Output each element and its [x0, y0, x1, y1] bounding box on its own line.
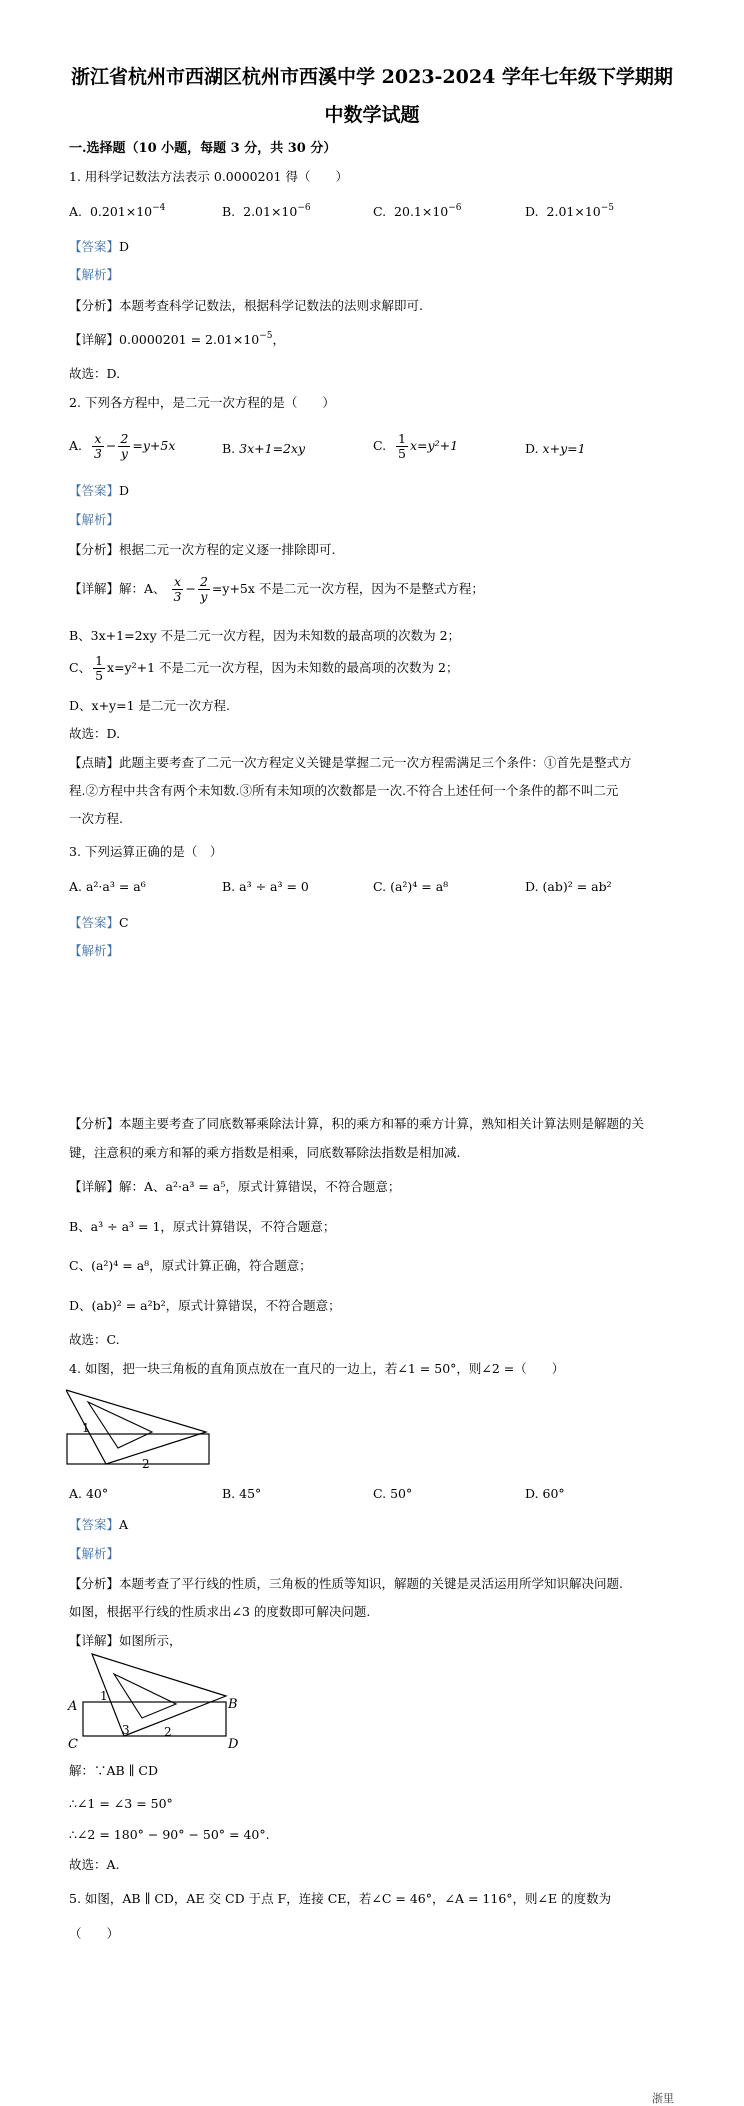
q3-stem: 3. 下列运算正确的是（ ）: [69, 844, 223, 859]
q2-detail-a: 【详解】解：A、 $\frac{x}{3}$ − $\frac{2}{y}$ =y+5x 不是二元一次方程，因为不是整式方程；: [69, 574, 484, 604]
q1-option-c: C. $20.1\times 10^{-6}$: [373, 203, 462, 219]
q4-solution-line2: ∴∠1 = ∠3 = 50°: [69, 1796, 173, 1811]
q5-stem: 5. 如图，AB ∥ CD，AE 交 CD 于点 F，连接 CE，若∠C = 46°，∠A = 116°，则∠E 的度数为: [69, 1891, 612, 1906]
q1-option-b: B. $2.01\times 10^{-6}$: [222, 203, 311, 219]
q4-fig2-label-1: 1: [100, 1689, 108, 1703]
q4-fenxi-line1: 【分析】本题考查了平行线的性质，三角板的性质等知识，解题的关键是灵活运用所学知识解决问题.: [69, 1576, 623, 1591]
q3-analysis-label: 【解析】: [69, 943, 120, 958]
q2-detail-c: C、 $\frac{1}{5}$ x=y²+1 不是二元一次方程，因为未知数的最高项的次数为 2；: [69, 653, 459, 683]
q3-detail-d: D、(ab)² = a²b²，原式计算错误，不符合题意；: [69, 1298, 341, 1313]
q3-answer: 【答案】C: [69, 915, 129, 930]
q4-option-c: C. 50°: [373, 1486, 413, 1501]
q3-conclusion: 故选：C.: [69, 1332, 120, 1347]
q3-option-a: A. a²·a³ = a⁶: [69, 879, 146, 894]
q3-option-c: C. (a²)⁴ = a⁸: [373, 879, 449, 894]
q2-dianjing-line1: 【点睛】此题主要考查了二元一次方程定义关键是掌握二元一次方程需满足三个条件：①首先是整式方: [69, 755, 632, 770]
q4-fenxi-line2: 如图，根据平行线的性质求出∠3 的度数即可解决问题.: [69, 1604, 371, 1619]
q3-detail-b: B、a³ ÷ a³ = 1，原式计算错误，不符合题意；: [69, 1219, 336, 1234]
q4-solution-line1: 解：∵AB ∥ CD: [69, 1763, 159, 1778]
q5-paren: （ ）: [69, 1926, 120, 1941]
q2-analysis-label: 【解析】: [69, 512, 120, 527]
q1-answer: 【答案】D: [69, 239, 130, 254]
q3-fenxi-line1: 【分析】本题主要考查了同底数幂乘除法计算，积的乘方和幂的乘方计算，熟知相关计算法则是解题的关: [69, 1116, 645, 1131]
q4-solution-line3: ∴∠2 = 180° − 90° − 50° = 40°.: [69, 1827, 270, 1842]
q1-conclusion: 故选：D.: [69, 366, 121, 381]
q2-fenxi: 【分析】根据二元一次方程的定义逐一排除即可.: [69, 542, 336, 557]
footer-watermark: 浙里: [652, 2092, 674, 2105]
q4-fig2-label-2: 2: [164, 1725, 172, 1739]
q2-dianjing-line2: 程.②方程中共含有两个未知数.③所有未知项的次数都是一次.不符合上述任何一个条件的都不叫二元: [69, 783, 619, 798]
q4-option-d: D. 60°: [525, 1486, 565, 1501]
q1-option-d: D. $2.01\times 10^{-5}$: [525, 203, 615, 219]
q1-stem: 1. 用科学记数法方法表示 0.0000201 得（ ）: [69, 169, 348, 184]
q2-detail-b: B、3x+1=2xy 不是二元一次方程，因为未知数的最高项的次数为 2；: [69, 628, 461, 643]
q1-option-a: A. $0.201\times 10^{-4}$: [69, 203, 166, 219]
q4-conclusion: 故选：A.: [69, 1857, 120, 1872]
q4-analysis-label: 【解析】: [69, 1546, 120, 1561]
q3-option-d: D. (ab)² = ab²: [525, 879, 612, 894]
q2-answer: 【答案】D: [69, 483, 130, 498]
doc-title-line1: 浙江省杭州市西湖区杭州市西溪中学 2023-2024 学年七年级下学期期: [71, 66, 673, 88]
q2-detail-d: D、x+y=1 是二元一次方程.: [69, 698, 230, 713]
q2-option-b: B. 3x+1=2xy: [222, 441, 306, 456]
q2-option-d: D. x+y=1: [525, 441, 586, 456]
q4-fig2-label-b: B: [228, 1697, 238, 1712]
doc-title-line2: 中数学试题: [324, 104, 420, 126]
q3-fenxi-line2: 键，注意积的乘方和幂的乘方指数是相乘，同底数幂除法指数是相加减.: [69, 1145, 461, 1160]
q4-fig2-label-3: 3: [122, 1723, 130, 1737]
q3-detail-c: C、(a²)⁴ = a⁸，原式计算正确，符合题意；: [69, 1258, 312, 1273]
q3-detail-a: 【详解】解：A、a²·a³ = a⁵，原式计算错误，不符合题意；: [69, 1179, 401, 1194]
q2-dianjing-line3: 一次方程.: [69, 811, 123, 826]
q4-option-a: A. 40°: [69, 1486, 109, 1501]
q2-option-a: A. $\frac{x}{3}$ − $\frac{2}{y}$ =y+5x: [69, 431, 176, 461]
q1-analysis-label: 【解析】: [69, 267, 120, 282]
q4-option-b: B. 45°: [222, 1486, 262, 1501]
q4-fig1-label-2: 2: [142, 1457, 150, 1470]
q4-detail: 【详解】如图所示，: [69, 1633, 182, 1648]
q4-fig1-label-1: 1: [82, 1421, 90, 1435]
q4-figure-solution: [66, 1652, 246, 1752]
q2-stem: 2. 下列各方程中，是二元一次方程的是（ ）: [69, 395, 335, 410]
q1-detail: 【详解】$0.0000201 = 2.01\times 10^{-5}$，: [69, 331, 286, 347]
q2-conclusion: 故选：D.: [69, 726, 121, 741]
q4-answer: 【答案】A: [69, 1517, 129, 1532]
q3-option-b: B. a³ ÷ a³ = 0: [222, 879, 309, 894]
section-heading: 一.选择题（10 小题，每题 3 分，共 30 分）: [69, 141, 337, 156]
q4-stem: 4. 如图，把一块三角板的直角顶点放在一直尺的一边上，若∠1 = 50°，则∠2 =（ ）: [69, 1361, 565, 1376]
q4-fig2-label-a: A: [68, 1699, 78, 1714]
q2-option-c: C. $\frac{1}{5}$ x=y²+1: [373, 431, 459, 461]
q4-fig2-label-c: C: [68, 1737, 78, 1752]
q1-fenxi: 【分析】本题考查科学记数法，根据科学记数法的法则求解即可.: [69, 298, 423, 313]
q4-figure-ruler-triangle: [66, 1388, 210, 1470]
q4-fig2-label-d: D: [228, 1737, 239, 1752]
